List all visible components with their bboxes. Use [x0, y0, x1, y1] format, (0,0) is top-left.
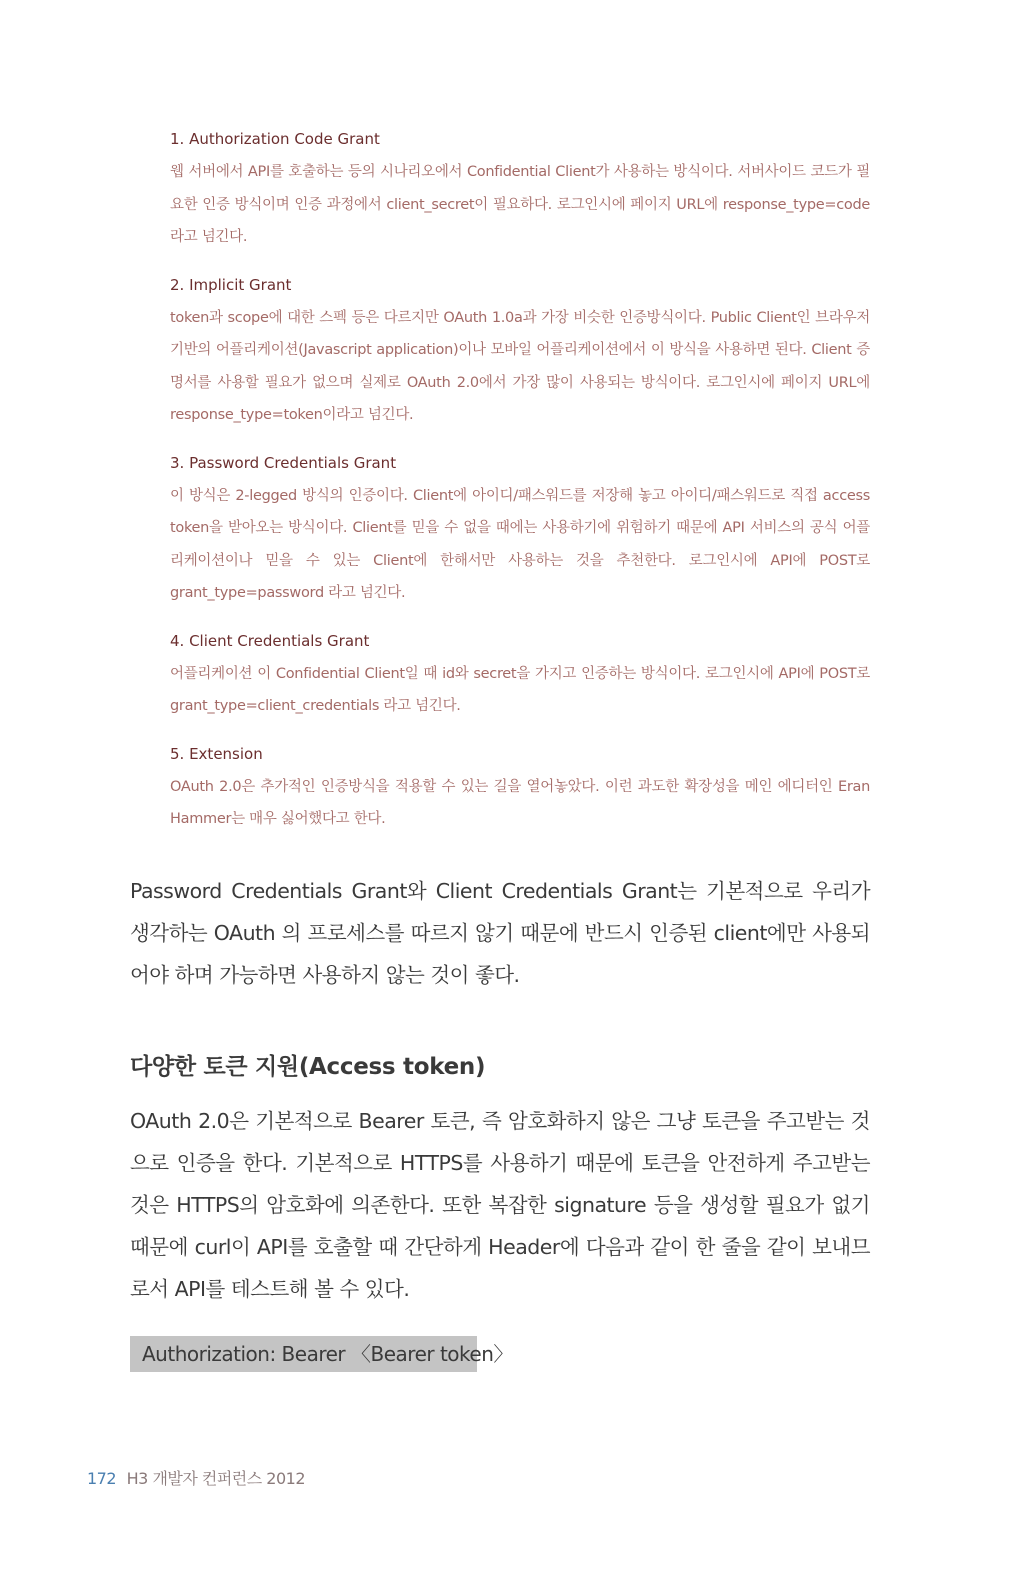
- grant-description: token과 scope에 대한 스펙 등은 다르지만 OAuth 1.0a과 가장 비슷한 인증방식이다. Public Client인 브라우저 기반의 어플리케이션(Javascript application)이나 모바일 어플리케이션에서 이 방식을 사용하면 된다. Client 증명서를 사용할 필요가 없으며 실제로 OAuth 2.0에서 가장 많이 사용되는 방식이다. 로그인시에 페이지 URL에 response_type=token이라고 넘긴다.: [170, 309, 870, 423]
- body-paragraph-bearer-token: OAuth 2.0은 기본적으로 Bearer 토큰, 즉 암호화하지 않은 그냥 토큰을 주고받는 것으로 인증을 한다. 기본적으로 HTTPS를 사용하기 때문에 토큰을 안전하게 주고받는 것은 HTTPS의 암호화에 의존한다. 또한 복잡한 signature 등을 생성할 필요가 없기 때문에 curl이 API를 호출할 때 간단하게 Header에 다음과 같이 한 줄을 같이 보내므로서 API를 테스트해 볼 수 있다.: [130, 1109, 870, 1301]
- grant-title: 5. Extension: [170, 744, 263, 763]
- grant-item-password-credentials: [170, 450, 870, 610]
- grant-description: 어플리케이션 이 Confidential Client일 때 id와 secret을 가지고 인증하는 방식이다. 로그인시에 API에 POST로 grant_type=client_credentials 라고 넘긴다.: [170, 665, 870, 714]
- code-example-authorization-header: Authorization: Bearer 〈Bearer token〉: [130, 1336, 477, 1372]
- page-number: 172: [87, 1469, 117, 1488]
- grant-item-implicit: [170, 272, 870, 432]
- page-footer: [87, 1466, 305, 1492]
- grant-description: OAuth 2.0은 추가적인 인증방식을 적용할 수 있는 길을 열어놓았다. 이런 과도한 확장성을 메인 에디터인 Eran Hammer는 매우 싫어했다고 한다.: [170, 778, 870, 827]
- grant-item-authorization-code: [170, 126, 870, 254]
- grant-item-client-credentials: [170, 628, 870, 723]
- grant-description: 웹 서버에서 API를 호출하는 등의 시나리오에서 Confidential Client가 사용하는 방식이다. 서버사이드 코드가 필요한 인증 방식이며 인증 과정에서 client_secret이 필요하다. 로그인시에 페이지 URL에 response_type=code 라고 넘긴다.: [170, 164, 870, 245]
- section-heading-access-token: 다양한 토큰 지원(Access token): [130, 1054, 486, 1080]
- grant-title: 4. Client Credentials Grant: [170, 631, 370, 650]
- grant-title: 1. Authorization Code Grant: [170, 130, 380, 148]
- grant-description: 이 방식은 2-legged 방식의 인증이다. Client에 아이디/패스워드를 저장해 놓고 아이디/패스워드로 직접 access token을 받아오는 방식이다. Client를 믿을 수 없을 때에는 사용하기에 위험하기 때문에 API 서비스의 공식 어플리케이션이나 믿을 수 있는 Client에 한해서만 사용하는 것을 추천한다. 로그인시에 API에 POST로 grant_type=password 라고 넘긴다.: [170, 487, 870, 601]
- book-title: H3 개발자 컨퍼런스 2012: [126, 1469, 306, 1488]
- grant-item-extension: [170, 741, 870, 836]
- grant-title: 3. Password Credentials Grant: [170, 453, 397, 472]
- body-paragraph-credentials: Password Credentials Grant와 Client Credentials Grant는 기본적으로 우리가 생각하는 OAuth 의 프로세스를 따르지 않기 때문에 반드시 인증된 client에만 사용되어야 하며 가능하면 사용하지 않는 것이 좋다.: [130, 879, 870, 987]
- grant-type-list: [170, 126, 870, 854]
- grant-title: 2. Implicit Grant: [170, 275, 292, 294]
